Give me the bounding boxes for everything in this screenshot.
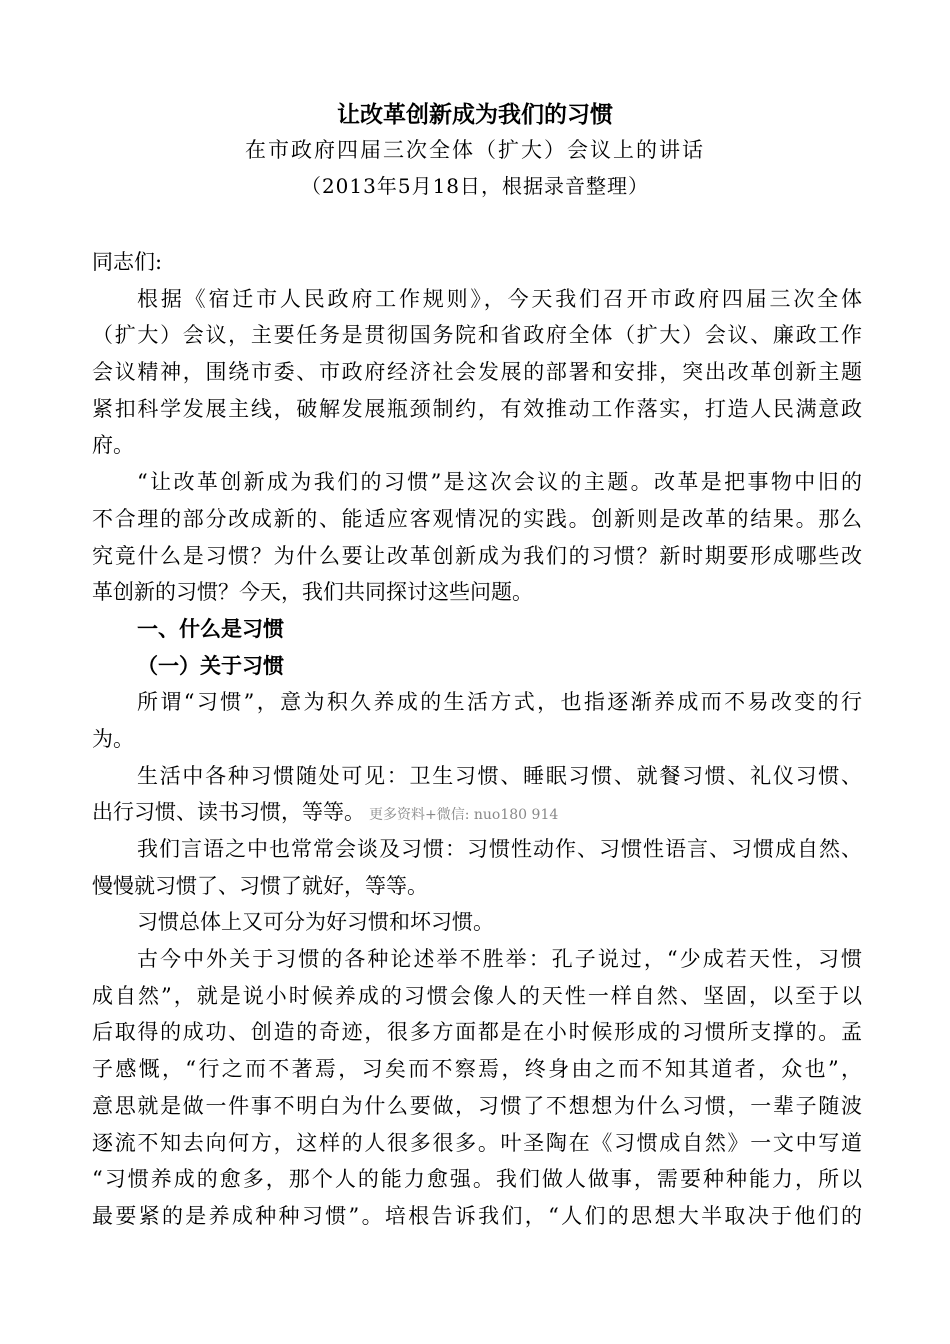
text-span: 出行习惯、读书习惯，等等。 — [92, 800, 365, 825]
text-line: 成自然”，就是说小时候养成的习惯会像人的天性一样自然、坚固，以至于以 — [92, 983, 862, 1008]
salutation: 同志们: — [92, 250, 163, 274]
document-date: （2013年5月18日，根据录音整理） — [300, 174, 650, 198]
text-line: 我们言语之中也常常会谈及习惯：习惯性动作、习惯性语言、习惯成自然、 — [137, 837, 862, 861]
text-line: “习惯养成的愈多，那个人的能力愈强。我们做人做事，需要种种能力，所以 — [92, 1167, 862, 1192]
text-line: 后取得的成功、创造的奇迹，很多方面都是在小时候形成的习惯所支撑的。孟 — [92, 1020, 862, 1045]
text-line: 最要紧的是养成种种习惯”。培根告诉我们，“人们的思想大半取决于他们的 — [92, 1203, 862, 1228]
text-line — [92, 794, 862, 831]
paragraph — [92, 904, 862, 941]
text-line: 不合理的部分改成新的、能适应客观情况的实践。创新则是改革的结果。那么 — [92, 506, 862, 531]
text-line: 古今中外关于习惯的各种论述举不胜举：孔子说过，“少成若天性，习惯 — [137, 947, 862, 972]
text-line: 根据《宿迁市人民政府工作规则》，今天我们召开市政府四届三次全体 — [137, 286, 862, 311]
text-line: 会议精神，围绕市委、市政府经济社会发展的部署和安排，突出改革创新主题 — [92, 360, 862, 385]
paragraph — [92, 941, 862, 1235]
text-line: 习惯总体上又可分为好习惯和坏习惯。 — [137, 910, 494, 935]
section-heading: 一、什么是习惯 — [137, 615, 284, 641]
paragraph — [92, 281, 862, 464]
text-line: 生活中各种习惯随处可见：卫生习惯、睡眠习惯、就餐习惯、礼仪习惯、 — [137, 763, 862, 788]
text-line: 所谓“习惯”，意为积久养成的生活方式，也指逐渐养成而不易改变的行 — [137, 690, 862, 715]
text-line: 子感慨，“行之而不著焉，习矣而不察焉，终身由之而不知其道者，众也”， — [92, 1057, 862, 1082]
paragraph — [92, 831, 862, 904]
text-line: 逐流不知去向何方，这样的人很多很多。叶圣陶在《习惯成自然》一文中写道 — [92, 1130, 862, 1155]
text-line: （扩大）会议，主要任务是贯彻国务院和省政府全体（扩大）会议、廉政工作 — [92, 323, 862, 348]
watermark-text: 更多资料+微信: nuo180 914 — [369, 807, 559, 824]
document-subtitle: 在市政府四届三次全体（扩大）会议上的讲话 — [245, 138, 705, 162]
paragraph — [92, 464, 862, 611]
document-title: 让改革创新成为我们的习惯 — [337, 101, 613, 128]
text-line: 究竟什么是习惯？为什么要让改革创新成为我们的习惯？新时期要形成哪些改 — [92, 543, 862, 568]
paragraph — [92, 758, 862, 831]
paragraph — [92, 684, 862, 757]
text-line: 革创新的习惯？今天，我们共同探讨这些问题。 — [92, 580, 533, 605]
text-line: “让改革创新成为我们的习惯”是这次会议的主题。改革是把事物中旧的 — [137, 470, 862, 495]
text-line: 紧扣科学发展主线，破解发展瓶颈制约，有效推动工作落实，打造人民满意政 — [92, 396, 862, 421]
text-line: 慢慢就习惯了、习惯了就好，等等。 — [92, 873, 428, 898]
document-body — [92, 244, 862, 1235]
text-line: 为。 — [92, 726, 134, 751]
subsection-heading: （一）关于习惯 — [137, 652, 284, 678]
text-line: 意思就是做一件事不明白为什么要做，习惯了不想想为什么习惯，一辈子随波 — [92, 1093, 862, 1118]
text-line: 府。 — [92, 433, 134, 458]
